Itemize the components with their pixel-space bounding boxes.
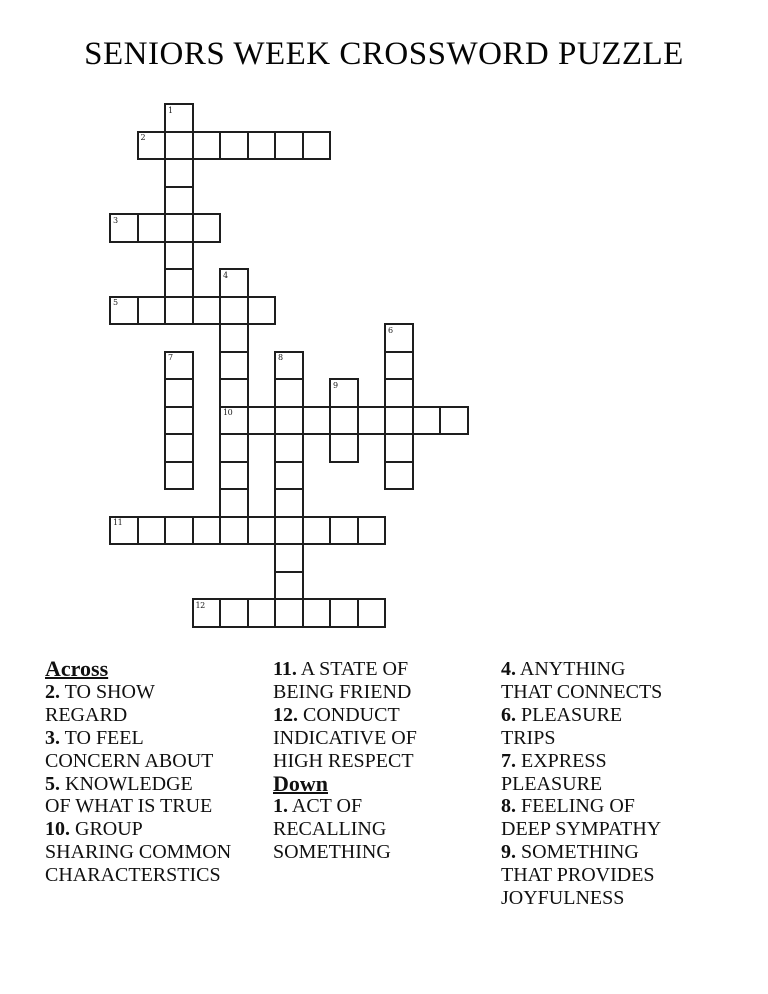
clue-number: 3. — [45, 726, 60, 749]
clue-list-header — [273, 770, 503, 796]
clue-number: 5. — [45, 772, 60, 795]
clue-column-3 — [501, 658, 731, 910]
cell-clue-number: 5 — [113, 298, 118, 307]
clue-item: 4. ANYTHING THAT CONNECTS — [501, 658, 663, 703]
clue-number: 12. — [273, 703, 298, 726]
cell-clue-number: 6 — [388, 325, 393, 335]
cell-clue-number: 12 — [195, 600, 205, 610]
clue-number: 7. — [501, 749, 516, 772]
clue-list-header-text: Down — [273, 770, 329, 796]
clue-column-2 — [273, 658, 503, 864]
clue-number: 1. — [273, 795, 288, 818]
cell-clue-number: 4 — [223, 270, 228, 280]
clue-list-header-text: Across — [45, 656, 109, 681]
clue-item: 9. SOMETHING THAT PROVIDES JOYFULNESS — [501, 841, 655, 910]
cell-clue-number: 10 — [223, 408, 233, 417]
clue-number: 2. — [45, 680, 60, 703]
clue-item: 10. GROUP SHARING COMMON CHARACTERSTICS — [45, 818, 232, 887]
cell-clue-number: 3 — [113, 215, 118, 225]
clue-list-header — [45, 658, 275, 681]
clue-item: 6. PLEASURE TRIPS — [501, 703, 623, 749]
cell-clue-number: 11 — [113, 518, 123, 527]
clue-item: 1. ACT OF RECALLING SOMETHING — [273, 795, 391, 864]
cell-clue-number: 8 — [278, 353, 283, 362]
clue-number: 6. — [501, 703, 516, 726]
clue-number: 8. — [501, 795, 516, 818]
cell-clue-number: 7 — [168, 353, 173, 362]
clue-item: 7. EXPRESS PLEASURE — [501, 749, 607, 795]
cell-clue-number: 2 — [140, 133, 146, 142]
page-title: SENIORS WEEK CROSSWORD PUZZLE — [84, 36, 684, 72]
clue-item: 8. FEELING OF DEEP SYMPATHY — [501, 795, 662, 841]
clue-number: 9. — [501, 841, 516, 864]
clue-column-1 — [45, 658, 275, 887]
clue-item: 2. TO SHOW REGARD — [45, 680, 155, 726]
clue-number: 4. — [501, 658, 516, 680]
clue-item: 11. A STATE OF BEING FRIEND — [273, 658, 412, 703]
clue-item: 5. KNOWLEDGE OF WHAT IS TRUE — [45, 772, 213, 818]
cell-clue-number: 1 — [168, 105, 173, 115]
clue-item: 3. TO FEEL CONCERN ABOUT — [45, 726, 214, 772]
clue-number: 11. — [273, 658, 297, 680]
clue-item: 12. CONDUCT INDICATIVE OF HIGH RESPECT — [273, 703, 417, 772]
clue-number: 10. — [45, 818, 70, 841]
cell-clue-number: 9 — [333, 380, 338, 390]
